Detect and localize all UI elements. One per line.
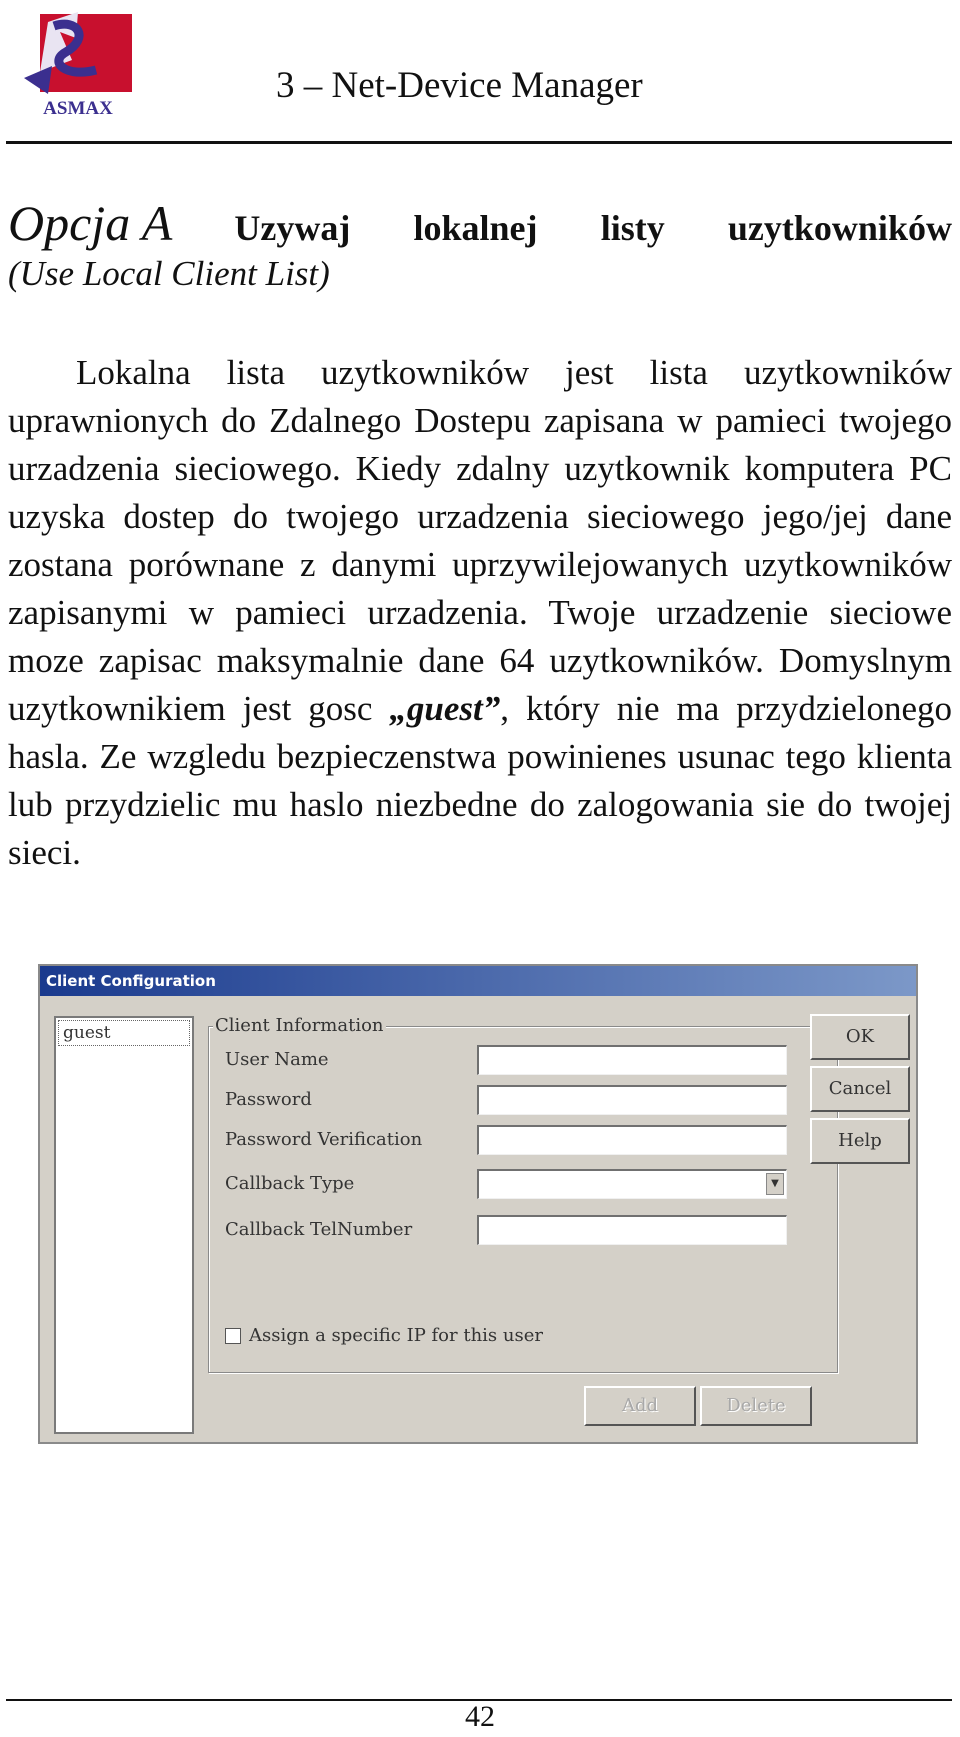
delete-button[interactable]: Delete xyxy=(700,1386,812,1426)
asmax-logo xyxy=(18,8,138,120)
guest-emphasis: „guest” xyxy=(389,689,501,728)
password-input[interactable] xyxy=(477,1085,787,1115)
body-paragraph xyxy=(8,349,952,877)
heading-word: lokalnej xyxy=(413,208,538,248)
body-text-part1: Lokalna lista uzytkowników jest lista uzytkowników uprawnionych do Zdalnego Dostepu zapisana w pamieci twojego urzadzenia sieciowego. Kiedy zdalny uzytkownik komputera PC uzyska dostep do twojego urzadzenia sieciowego jego/jej dane zostana porównane z danymi uprzywilejowanych uzytkowników zapisanymi w pamieci urzadzenia. Twoje urzadzenie sieciowe moze zapisac maksymalnie dane 64 uzytkowników. Domyslnym uzytkownikiem jest gosc xyxy=(8,353,952,728)
heading-polish xyxy=(234,207,952,249)
client-listbox[interactable] xyxy=(54,1016,194,1434)
password-verification-input[interactable] xyxy=(477,1125,787,1155)
ok-button[interactable]: OK xyxy=(810,1014,910,1060)
user-name-input[interactable] xyxy=(477,1045,787,1075)
heading-english-subtitle: (Use Local Client List) xyxy=(8,254,330,293)
password-verification-label: Password Verification xyxy=(225,1129,423,1150)
assign-ip-row[interactable] xyxy=(225,1325,543,1346)
add-button[interactable]: Add xyxy=(584,1386,696,1426)
body-text-part2: , który nie ma przydzielonego hasla. Ze wzgledu bezpieczenstwa powinienes usunac tego klienta lub przydzielic mu haslo niezbedne do zalogowania sie do twojej sieci. xyxy=(8,689,952,872)
assign-ip-checkbox[interactable] xyxy=(225,1328,241,1344)
client-configuration-dialog xyxy=(38,964,918,1444)
logo-arrow xyxy=(24,66,52,94)
callback-telnumber-input[interactable] xyxy=(477,1215,787,1245)
logo-wordmark: ASMAX xyxy=(43,98,113,119)
client-list-item[interactable]: guest xyxy=(58,1020,190,1046)
heading-line xyxy=(8,194,952,252)
option-label: Opcja A xyxy=(8,195,173,251)
user-name-label: User Name xyxy=(225,1049,329,1070)
help-button[interactable]: Help xyxy=(810,1118,910,1164)
heading-word: uzytkowników xyxy=(727,208,952,248)
heading-word: listy xyxy=(600,208,665,248)
password-label: Password xyxy=(225,1089,312,1110)
callback-type-select[interactable] xyxy=(477,1169,787,1199)
section-heading xyxy=(8,194,952,296)
client-information-group xyxy=(208,1015,838,1373)
page-header-title: 3 – Net-Device Manager xyxy=(276,65,643,106)
chevron-down-icon[interactable]: ▼ xyxy=(766,1173,784,1195)
header-divider xyxy=(6,141,952,144)
cancel-button[interactable]: Cancel xyxy=(810,1066,910,1112)
logo-graphic xyxy=(18,8,138,120)
page-number: 42 xyxy=(465,1700,495,1733)
group-title: Client Information xyxy=(215,1015,384,1036)
callback-type-label: Callback Type xyxy=(225,1173,355,1194)
assign-ip-label: Assign a specific IP for this user xyxy=(249,1325,543,1346)
dialog-titlebar: Client Configuration xyxy=(40,966,916,996)
callback-telnumber-label: Callback TelNumber xyxy=(225,1219,413,1240)
heading-word: Uzywaj xyxy=(234,208,351,248)
